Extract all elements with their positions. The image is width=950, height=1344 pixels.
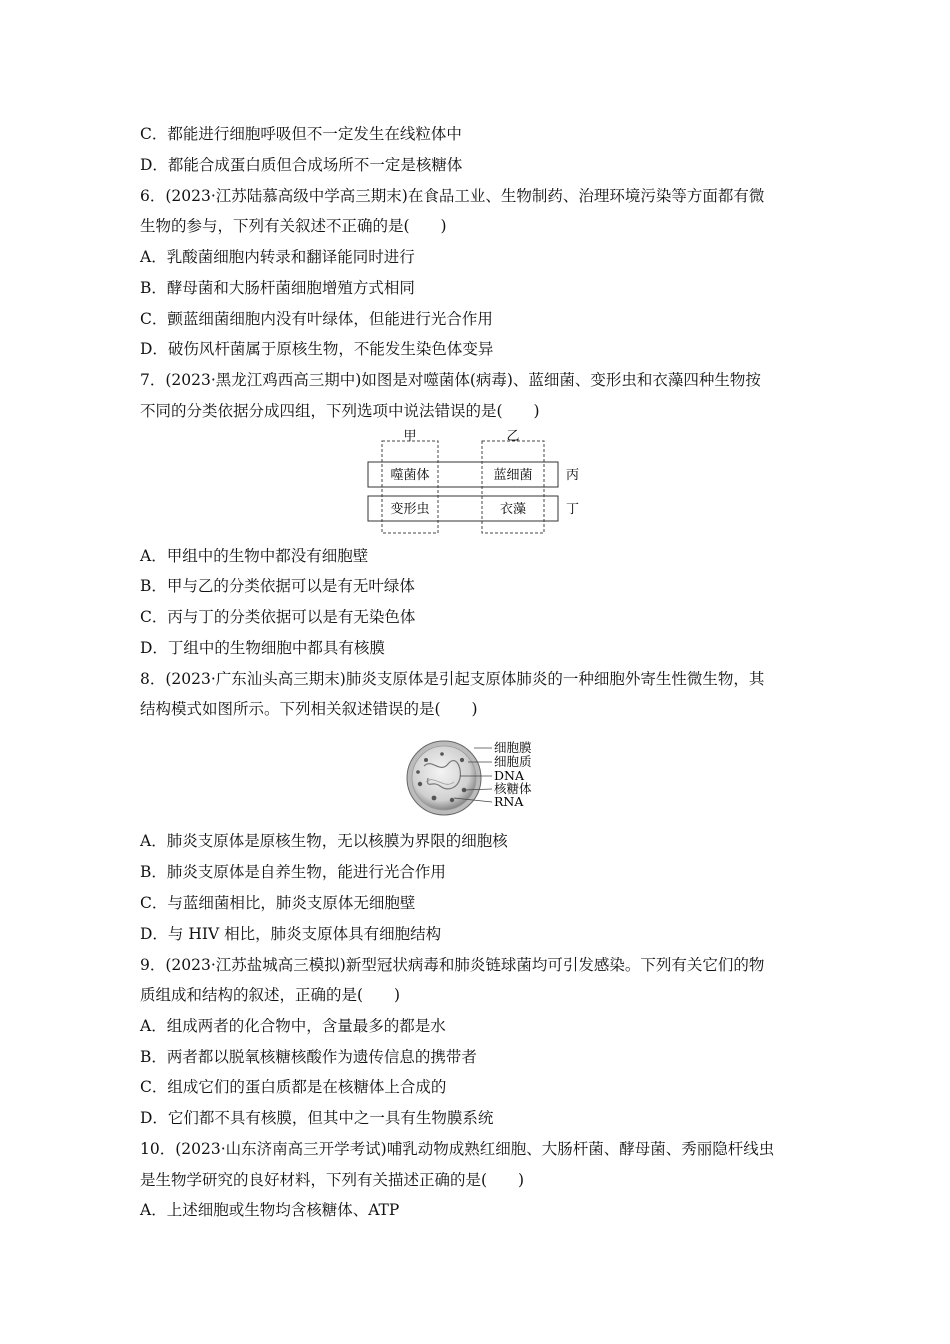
text-line: 生物的参与，下列有关叙述不正确的是( ) [140,217,447,235]
text-line: D．与 HIV 相比，肺炎支原体具有细胞结构 [140,925,442,943]
text-line: 10．(2023·山东济南高三开学考试)哺乳动物成熟红细胞、大肠杆菌、酵母菌、秀丽隐杆线虫 [140,1140,775,1158]
organism-cyanobacteria: 蓝细菌 [493,468,533,483]
group-bing-label: 丙 [566,468,580,483]
text-line: B．两者都以脱氧核糖核酸作为遗传信息的携带者 [140,1048,477,1066]
text-line: 8．(2023·广东汕头高三期末)肺炎支原体是引起支原体肺炎的一种细胞外寄生性微生物，其 [140,670,765,688]
text-line: D．破伤风杆菌属于原核生物，不能发生染色体变异 [140,340,494,358]
text-line: B．甲与乙的分类依据可以是有无叶绿体 [140,577,415,595]
text-line: C．与蓝细菌相比，肺炎支原体无细胞壁 [140,894,416,912]
text-line: D．丁组中的生物细胞中都具有核膜 [140,639,385,657]
label-dna: DNA [494,768,524,783]
label-cytoplasm: 细胞质 [494,754,532,769]
text-line: A．乳酸菌细胞内转录和翻译能同时进行 [140,248,415,266]
text-line: 结构模式如图所示。下列相关叙述错误的是( ) [140,700,478,718]
text-line: C．都能进行细胞呼吸但不一定发生在线粒体中 [140,125,462,143]
text-line: C．颤蓝细菌细胞内没有叶绿体，但能进行光合作用 [140,310,493,328]
group-yi-label: 乙 [506,429,520,444]
label-cell-membrane: 细胞膜 [494,740,532,755]
organism-phage: 噬菌体 [390,468,430,483]
classification-diagram [360,428,592,536]
text-line: A．上述细胞或生物均含核糖体、ATP [140,1201,400,1219]
text-line: C．丙与丁的分类依据可以是有无染色体 [140,608,416,626]
text-line: 质组成和结构的叙述，正确的是( ) [140,986,401,1004]
text-line: C．组成它们的蛋白质都是在核糖体上合成的 [140,1078,447,1096]
group-ding-label: 丁 [566,502,580,517]
text-line: 6．(2023·江苏陆慕高级中学高三期末)在食品工业、生物制药、治理环境污染等方面都有微 [140,187,765,205]
group-jia-label: 甲 [403,429,417,444]
cytoplasm-shape [412,746,476,810]
label-ribosome: 核糖体 [494,781,532,796]
text-line: D．都能合成蛋白质但合成场所不一定是核糖体 [140,156,463,174]
text-line: B．肺炎支原体是自养生物，能进行光合作用 [140,863,446,881]
text-line: A．甲组中的生物中都没有细胞壁 [140,547,369,565]
text-line: A．肺炎支原体是原核生物，无以核膜为界限的细胞核 [140,832,508,850]
label-rna: RNA [494,794,524,809]
text-line: B．酵母菌和大肠杆菌细胞增殖方式相同 [140,279,415,297]
text-line: D．它们都不具有核膜，但其中之一具有生物膜系统 [140,1109,494,1127]
text-line: 不同的分类依据分成四组，下列选项中说法错误的是( ) [140,402,540,420]
text-line: 是生物学研究的良好材料，下列有关描述正确的是( ) [140,1171,525,1189]
organism-chlamydomonas: 衣藻 [499,502,527,517]
text-line: 9．(2023·江苏盐城高三模拟)新型冠状病毒和肺炎链球菌均可引发感染。下列有关它们的物 [140,956,765,974]
text-line: 7．(2023·黑龙江鸡西高三期中)如图是对噬菌体(病毒)、蓝细菌、变形虫和衣藻四种生物按 [140,371,761,389]
organism-amoeba: 变形虫 [390,502,430,517]
mycoplasma-diagram [404,738,554,818]
text-line: A．组成两者的化合物中，含量最多的都是水 [140,1017,446,1035]
